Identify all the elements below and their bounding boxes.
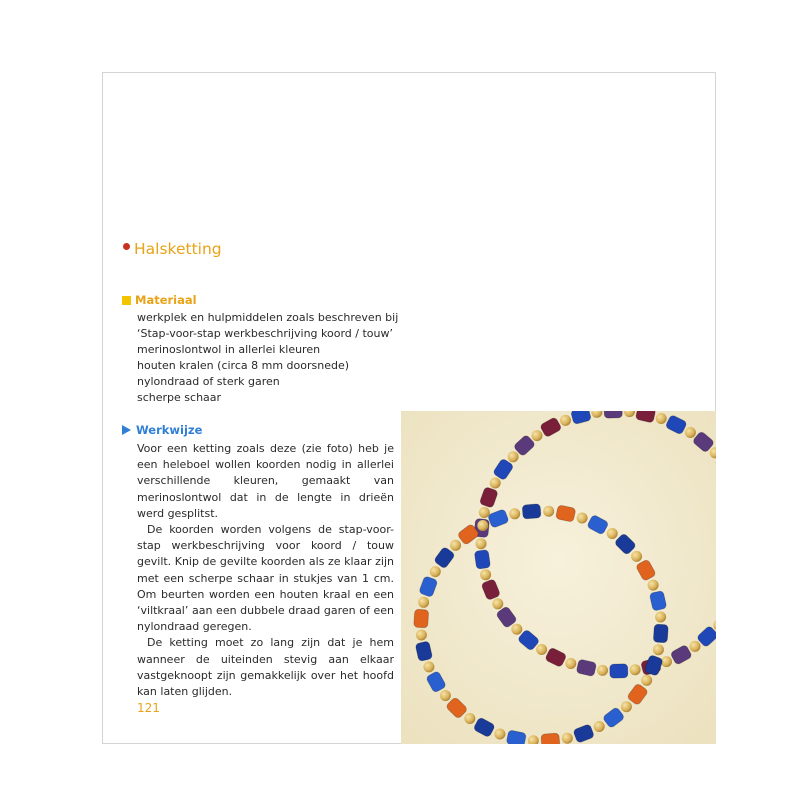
materiaal-item: ‘Stap-voor-stap werkbeschrijving koord / touw’	[137, 327, 393, 340]
wooden-bead	[690, 641, 701, 652]
wooden-bead	[450, 540, 461, 551]
wooden-bead	[511, 624, 522, 635]
page-number: 121	[137, 701, 160, 715]
materiaal-heading-label: Materiaal	[135, 293, 197, 307]
wooden-bead	[631, 551, 642, 562]
wooden-bead	[607, 528, 618, 539]
werkwijze-paragraph: Voor een ketting zoals deze (zie foto) heb je een heleboel wollen koorden nodig in allerlei verschillende kleuren, gemaakt van merinoslontwol dat in de lengte in drieën werd gesplitst.	[137, 442, 394, 520]
wooden-bead	[532, 430, 543, 441]
wooden-bead	[630, 664, 641, 675]
wooden-bead	[661, 656, 672, 667]
wooden-bead	[648, 580, 659, 591]
bullet-dot-icon	[123, 243, 130, 250]
wooden-bead	[418, 597, 429, 608]
materiaal-item: houten kralen (circa 8 mm doorsnede)	[137, 359, 350, 372]
wooden-bead	[536, 644, 547, 655]
wooden-bead	[509, 508, 520, 519]
wooden-bead	[476, 538, 487, 549]
felt-bead	[653, 624, 668, 643]
wooden-bead	[641, 675, 652, 686]
wooden-bead	[594, 721, 605, 732]
felt-bead	[414, 609, 429, 628]
triangle-bullet-icon	[122, 425, 131, 435]
felt-bead	[604, 411, 622, 418]
materiaal-item: werkplek en hulpmiddelen zoals beschreven bij	[137, 311, 399, 324]
wooden-bead	[685, 427, 696, 438]
wooden-bead	[621, 701, 632, 712]
wooden-bead	[430, 566, 441, 577]
wooden-bead	[464, 713, 475, 724]
wooden-bead	[656, 413, 667, 424]
materiaal-item: merinoslontwol in allerlei kleuren	[137, 343, 321, 356]
wooden-bead	[494, 729, 505, 740]
materiaal-list	[137, 310, 397, 406]
necklace-photo	[401, 411, 716, 744]
wooden-bead	[479, 507, 490, 518]
wooden-bead	[492, 598, 503, 609]
wooden-bead	[490, 478, 501, 489]
page-title: Halsketting	[134, 240, 222, 258]
werkwijze-paragraph: De koorden worden volgens de stap-voor-stap werkbeschrijving voor koord / touw gevilt. Knip de gevilte koorden als ze klaar zijn met een scherpe schaar in stukjes van 1 cm. Om beurten worden een houten kraal en een ‘viltkraal’ aan een dubbele draad garen of een nylondraad geregen.	[137, 523, 394, 634]
wooden-bead	[543, 506, 554, 517]
materiaal-heading	[122, 293, 197, 307]
wooden-bead	[597, 665, 608, 676]
wooden-bead	[508, 451, 519, 462]
felt-bead	[541, 733, 560, 744]
felt-bead	[474, 550, 490, 570]
werkwijze-heading-label: Werkwijze	[136, 423, 203, 437]
wooden-bead	[440, 690, 451, 701]
wooden-bead	[480, 569, 491, 580]
werkwijze-paragraph: De ketting moet zo lang zijn dat je hem wanneer de uiteinden stevig aan elkaar vastgeknoopt zijn gemakkelijk over het hoofd kan laten glijden.	[137, 636, 394, 699]
wooden-bead	[562, 733, 573, 744]
wooden-bead	[477, 520, 488, 531]
materiaal-item: scherpe schaar	[137, 391, 222, 404]
wooden-bead	[577, 513, 588, 524]
wooden-bead	[416, 630, 427, 641]
wooden-bead	[655, 612, 666, 623]
materiaal-item: nylondraad of sterk garen	[137, 375, 280, 388]
necklace-illustration	[401, 411, 716, 744]
title-row	[123, 240, 222, 258]
wooden-bead	[560, 415, 571, 426]
wooden-bead	[423, 661, 434, 672]
werkwijze-heading	[122, 423, 202, 437]
square-bullet-icon	[122, 296, 131, 305]
wooden-bead	[653, 644, 664, 655]
felt-bead	[522, 504, 541, 519]
felt-bead	[610, 664, 628, 678]
wooden-bead	[565, 658, 576, 669]
werkwijze-body	[137, 441, 394, 700]
